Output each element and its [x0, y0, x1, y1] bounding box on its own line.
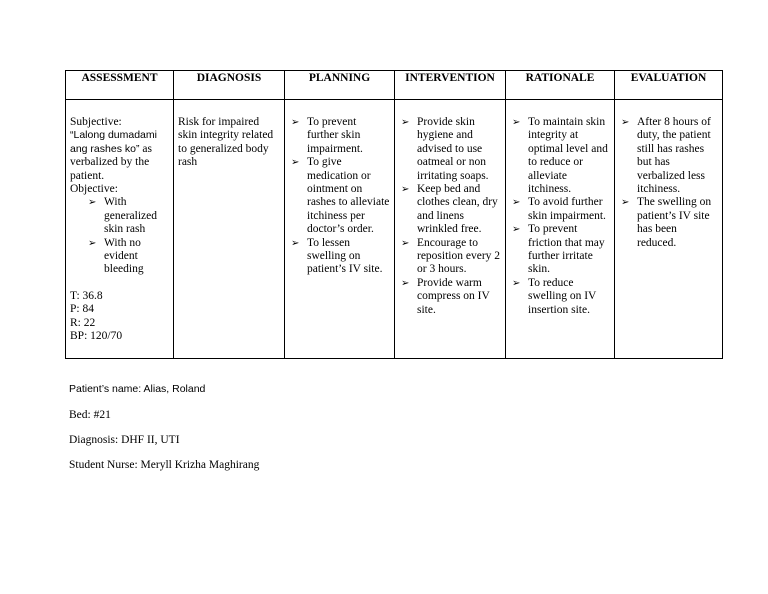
header-evaluation: EVALUATION: [615, 71, 723, 100]
planning-list: [289, 116, 390, 277]
list-item: ➢ Provide warm compress on IV site.: [399, 277, 501, 317]
patient-name-line: [69, 383, 205, 396]
header-row: [66, 71, 723, 100]
evaluation-cell: [615, 100, 723, 359]
vital-pulse: P: 84: [70, 303, 94, 316]
quote-attribution: as verbalized by the patient.: [70, 142, 152, 182]
header-rationale: RATIONALE: [506, 71, 615, 100]
assessment-cell: [66, 100, 174, 359]
vital-temperature: T: 36.8: [70, 289, 103, 302]
list-item: ➢ To reduce swelling on IV insertion site.: [510, 277, 610, 317]
list-item: ➢ After 8 hours of duty, the patient still has rashes but has verbalized less itchiness.: [619, 116, 718, 196]
list-item: ➢ With no evident bleeding: [88, 237, 169, 277]
list-item: ➢ Encourage to reposition every 2 or 3 hours.: [399, 237, 501, 277]
evaluation-list: [619, 116, 718, 250]
vital-blood-pressure: BP: 120/70: [70, 330, 123, 343]
list-item: ➢ To maintain skin integrity at optimal level and to reduce or alleviate itchiness.: [510, 116, 610, 196]
rationale-list: [510, 116, 610, 317]
list-item: ➢ Provide skin hygiene and advised to use oatmeal or non irritating soaps.: [399, 116, 501, 183]
intervention-list: [399, 116, 501, 317]
care-plan-table: [65, 70, 723, 359]
intervention-cell: [395, 100, 506, 359]
vital-signs: [70, 290, 169, 344]
bed-number: Bed: #21: [69, 409, 111, 421]
list-item: ➢ To lessen swelling on patient’s IV site.: [289, 237, 390, 277]
rationale-cell: [506, 100, 615, 359]
list-item: ➢ To prevent further skin impairment.: [289, 116, 390, 156]
list-item: ➢ To give medication or ointment on rashes to alleviate itchiness per doctor’s order.: [289, 156, 390, 236]
list-item: ➢ The swelling on patient’s IV site has been reduced.: [619, 196, 718, 250]
patient-name-label: Patient’s name: [69, 383, 139, 395]
list-item: ➢ To prevent friction that may further irritate skin.: [510, 223, 610, 277]
list-item: ➢ With generalized skin rash: [88, 196, 169, 236]
header-diagnosis: DIAGNOSIS: [174, 71, 285, 100]
header-assessment: ASSESSMENT: [66, 71, 174, 100]
objective-label: Objective:: [70, 183, 118, 196]
subjective-label: Subjective:: [70, 116, 122, 128]
subjective-text: [70, 129, 169, 183]
planning-cell: [285, 100, 395, 359]
objective-list: [70, 196, 169, 276]
student-nurse: Student Nurse: Meryll Krizha Maghirang: [69, 459, 260, 471]
patient-quote: “Lalong dumadami ang rashes ko”: [70, 129, 157, 155]
list-item: ➢ To avoid further skin impairment.: [510, 196, 610, 223]
list-item: ➢ Keep bed and clothes clean, dry and linens wrinkled free.: [399, 183, 501, 237]
diagnosis-info: Diagnosis: DHF II, UTI: [69, 434, 180, 446]
vital-respiration: R: 22: [70, 316, 96, 329]
content-row: [66, 100, 723, 359]
diagnosis-cell: Risk for impaired skin integrity related to generalized body rash: [174, 100, 285, 359]
header-planning: PLANNING: [285, 71, 395, 100]
header-intervention: INTERVENTION: [395, 71, 506, 100]
patient-name-value: : Alias, Roland: [138, 383, 206, 395]
